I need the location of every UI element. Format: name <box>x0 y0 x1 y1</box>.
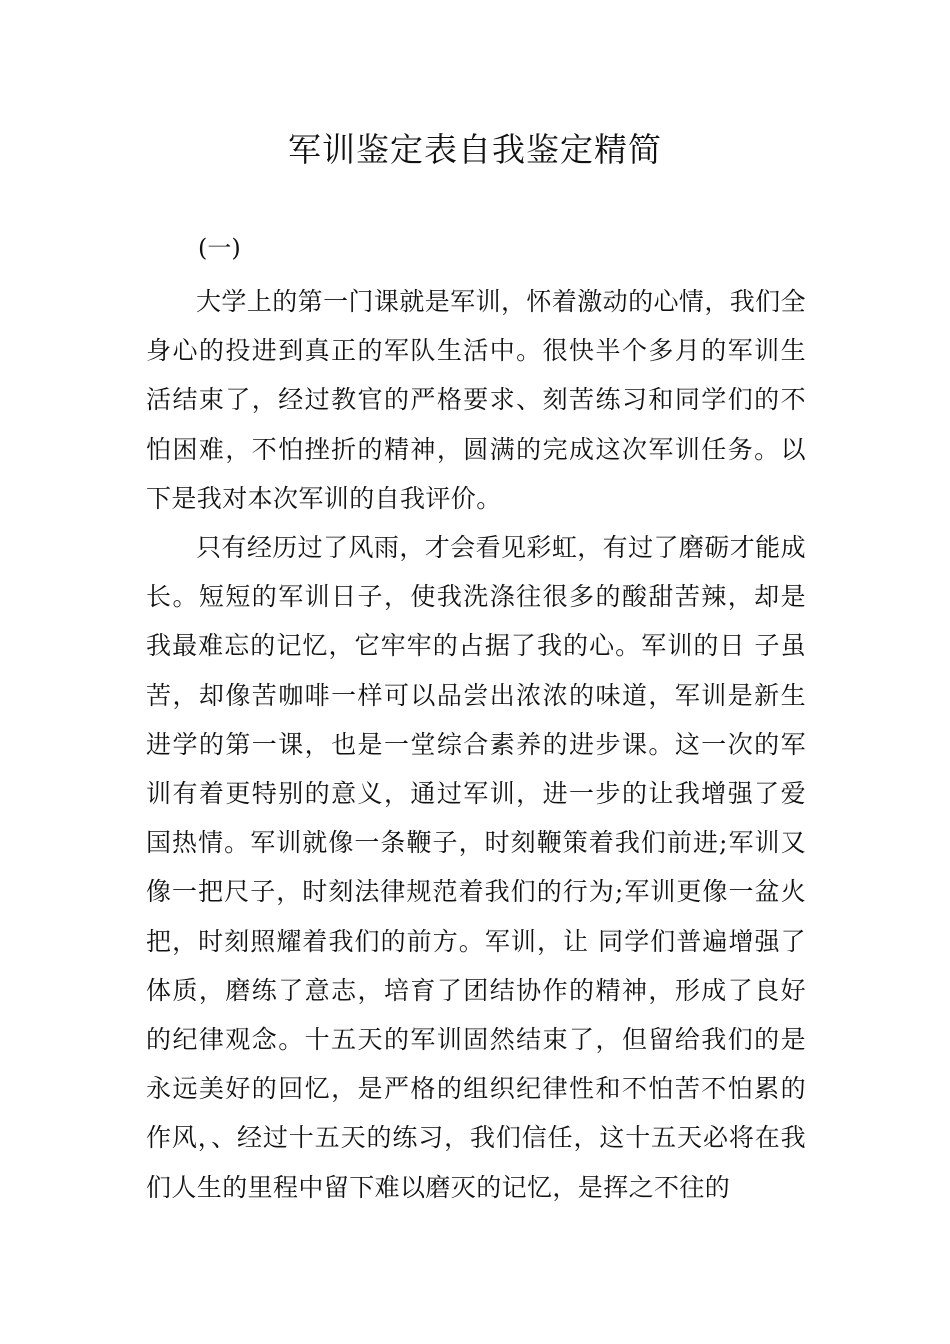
document-title: 军训鉴定表自我鉴定精简 <box>288 130 662 169</box>
paragraph-2: 只有经历过了风雨，才会看见彩虹，有过了磨砺才能成长。短短的军训日子，使我洗涤往很多的酸甜苦辣，却是我最难忘的记忆，它牢牢的占据了我的心。军训的日 子虽苦，却像苦咖啡一样可以品尝出浓浓的味道，军训是新生进学的第一课，也是一堂综合素养的进步课。这一次的军训有着更特别的意义，通过军训，进一步的让我增强了爱国热情。军训就像一条鞭子，时刻鞭策着我们前进;军训又像一把尺子，时刻法律规范着我们的行为;军训更像一盆火把，时刻照耀着我们的前方。军训，让 同学们普遍增强了体质，磨练了意志，培育了团结协作的精神，形成了良好的纪律观念。十五天的军训固然结束了，但留给我们的是永远美好的回忆，是严格的组织纪律性和不怕苦不怕累的作风，、经过十五天的练习，我们信任，这十五天必将在我们人生的里程中留下难以磨灭的记忆，是挥之不往的 <box>146 533 806 1202</box>
section-marker: (一) <box>198 234 241 262</box>
paragraph-1: 大学上的第一门课就是军训，怀着激动的心情，我们全身心的投进到真正的军队生活中。很快半个多月的军训生活结束了，经过教官的严格要求、刻苦练习和同学们的不怕困难，不怕挫折的精神，圆满的完成这次军训任务。以下是我对本次军训的自我评价。 <box>146 287 806 513</box>
document-body <box>146 277 806 1212</box>
